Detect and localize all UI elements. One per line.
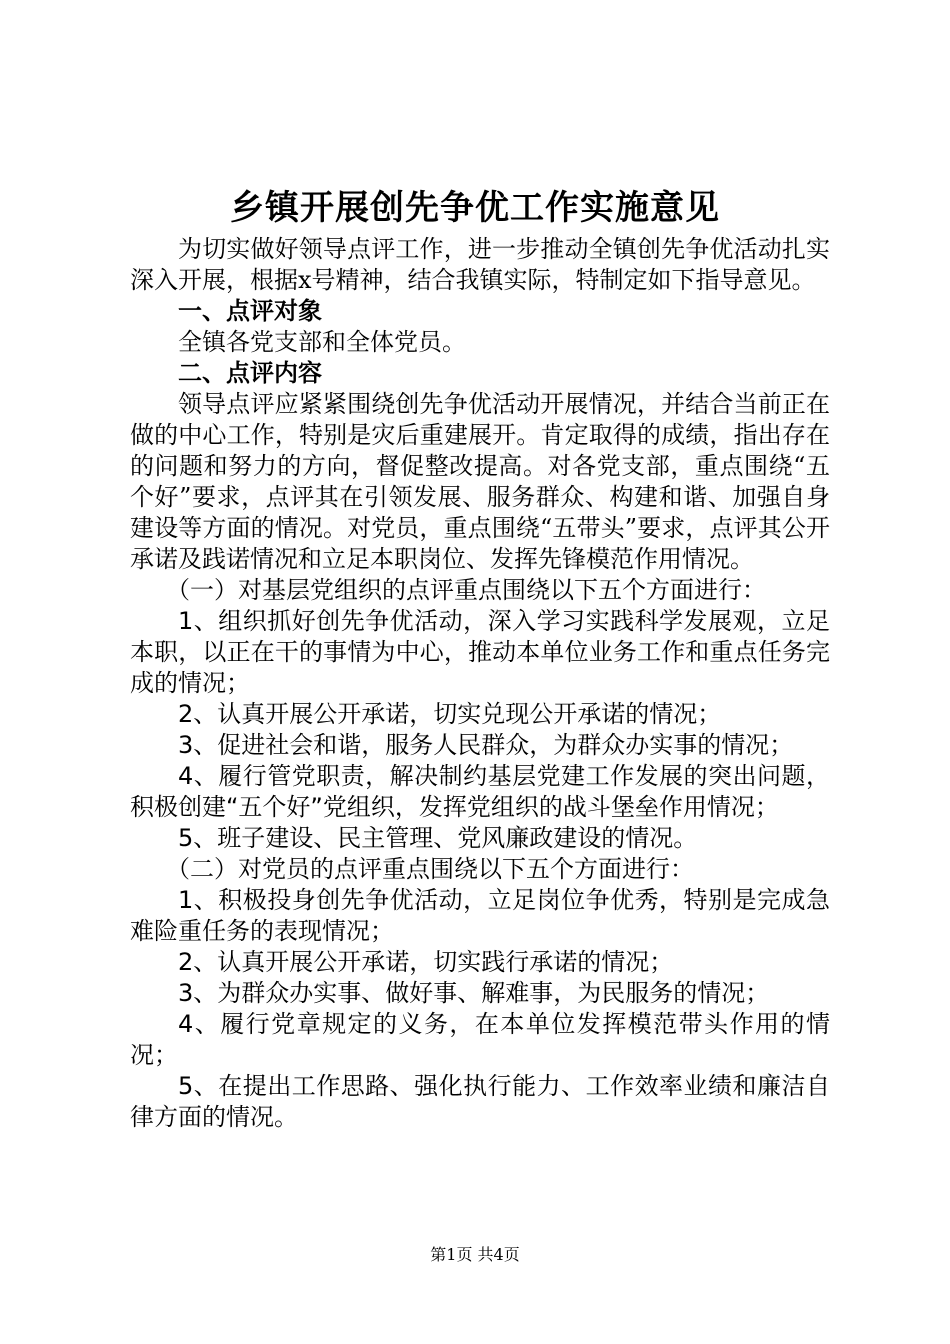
document-title: 乡镇开展创先争优工作实施意见 xyxy=(230,188,720,228)
list-item: 3、为群众办实事、做好事、解难事，为民服务的情况； xyxy=(178,979,770,1007)
list-item: 1、组织抓好创先争优活动，深入学习实践科学发展观，立足本职，以正在干的事情为中心，推动本单位业务工作和重点任务完成的情况； xyxy=(130,607,830,697)
section-heading-content: 二、点评内容 xyxy=(178,359,322,387)
section-body-targets: 全镇各党支部和全体党员。 xyxy=(178,328,466,356)
list-item: 4、履行管党职责，解决制约基层党建工作发展的突出问题，积极创建“五个好”党组织，发挥党组织的战斗堡垒作用情况； xyxy=(130,762,830,821)
list-item: 1、积极投身创先争优活动，立足岗位争优秀，特别是完成急难险重任务的表现情况； xyxy=(130,886,830,945)
list-item: 2、认真开展公开承诺，切实兑现公开承诺的情况； xyxy=(178,700,722,728)
page-number: 第1页 共4页 xyxy=(430,1245,520,1264)
list-item: 2、认真开展公开承诺，切实践行承诺的情况； xyxy=(178,948,674,976)
list-item: 5、班子建设、民主管理、党风廉政建设的情况。 xyxy=(178,824,698,852)
list-item: 3、促进社会和谐，服务人民群众，为群众办实事的情况； xyxy=(178,731,794,759)
document-body xyxy=(130,234,830,1133)
section-heading-targets: 一、点评对象 xyxy=(178,297,322,325)
part-heading-members: （二）对党员的点评重点围绕以下五个方面进行： xyxy=(166,855,694,883)
intro-paragraph: 为切实做好领导点评工作，进一步推动全镇创先争优活动扎实深入开展，根据x号精神，结合我镇实际，特制定如下指导意见。 xyxy=(130,235,830,294)
list-item: 4、履行党章规定的义务，在本单位发挥模范带头作用的情况； xyxy=(130,1010,830,1069)
section-body-content: 领导点评应紧紧围绕创先争优活动开展情况，并结合当前正在做的中心工作，特别是灾后重建展开。肯定取得的成绩，指出存在的问题和努力的方向，督促整改提高。对各党支部，重点围绕“五个好”要求，点评其在引领发展、服务群众、构建和谐、加强自身建设等方面的情况。对党员，重点围绕“五带头”要求，点评其公开承诺及践诺情况和立足本职岗位、发挥先锋模范作用情况。 xyxy=(130,390,830,573)
part-heading-organizations: （一）对基层党组织的点评重点围绕以下五个方面进行： xyxy=(166,576,766,604)
list-item: 5、在提出工作思路、强化执行能力、工作效率业绩和廉洁自律方面的情况。 xyxy=(130,1072,830,1131)
